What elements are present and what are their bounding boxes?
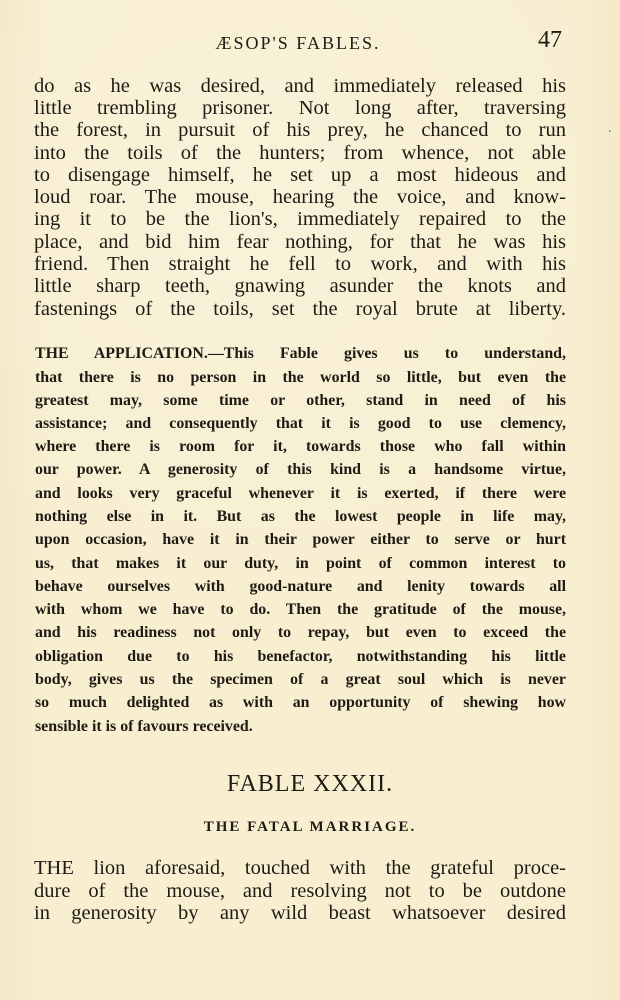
application-line: us, that makes it our duty, in point of common interest to [35,555,566,572]
application-line: where there is room for it, towards those who fall within [35,438,566,455]
story-line: loud roar. The mouse, hearing the voice, and know- [34,186,566,208]
application-line: nothing else in it. But as the lowest people in life may, [35,508,566,525]
application-line: so much delighted as with an opportunity of shewing how [35,694,566,711]
application-line: and looks very graceful whenever it is exerted, if there were [35,485,566,502]
application-line: body, gives us the specimen of a great soul which is never [35,671,566,688]
application-line: that there is no person in the world so little, but even the [35,369,566,386]
application-line: sensible it is of favours received. [35,718,253,735]
story-line: ing it to be the lion's, immediately repaired to the [34,208,566,230]
application-line: greatest may, some time or other, stand in need of his [35,392,566,409]
story-line: little sharp teeth, gnawing asunder the knots and [34,275,566,297]
story-line: friend. Then straight he fell to work, and with his [34,253,566,275]
application-line: our power. A generosity of this kind is a handsome virtue, [35,461,566,478]
next-fable-line: THE lion aforesaid, touched with the grateful proce- [34,857,566,879]
application-line: assistance; and consequently that it is good to use clemency, [35,415,566,432]
story-line: place, and bid him fear nothing, for that he was his [34,231,566,253]
fable-subtitle: THE FATAL MARRIAGE. [203,819,417,835]
application-line: obligation due to his benefactor, notwithstanding his little [35,648,566,665]
fable-title: FABLE XXXII. [226,771,394,797]
application-line: with whom we have to do. Then the gratitude of the mouse, [35,601,566,618]
story-line: do as he was desired, and immediately released his [34,75,566,97]
story-line: to disengage himself, he set up a most hideous and [34,164,566,186]
application-line: and his readiness not only to repay, but even to exceed the [35,624,566,641]
application-line: upon occasion, have it in their power either to serve or hurt [35,531,566,548]
application-line: behave ourselves with good-nature and lenity towards all [35,578,566,595]
story-line: into the toils of the hunters; from whence, not able [34,142,566,164]
story-line: the forest, in pursuit of his prey, he chanced to run [34,119,566,141]
story-line: little trembling prisoner. Not long after, traversing [34,97,566,119]
running-head: ÆSOP'S FABLES. [215,33,381,53]
margin-mark: · [607,125,612,140]
next-fable-line: dure of the mouse, and resolving not to be outdone [34,880,566,902]
next-fable-line: in generosity by any wild beast whatsoever desired [34,902,566,924]
application-line: THE APPLICATION.—This Fable gives us to understand, [35,345,566,362]
page-header [34,28,562,56]
page-number: 47 [538,27,562,53]
story-line: fastenings of the toils, set the royal brute at liberty. [34,298,566,320]
